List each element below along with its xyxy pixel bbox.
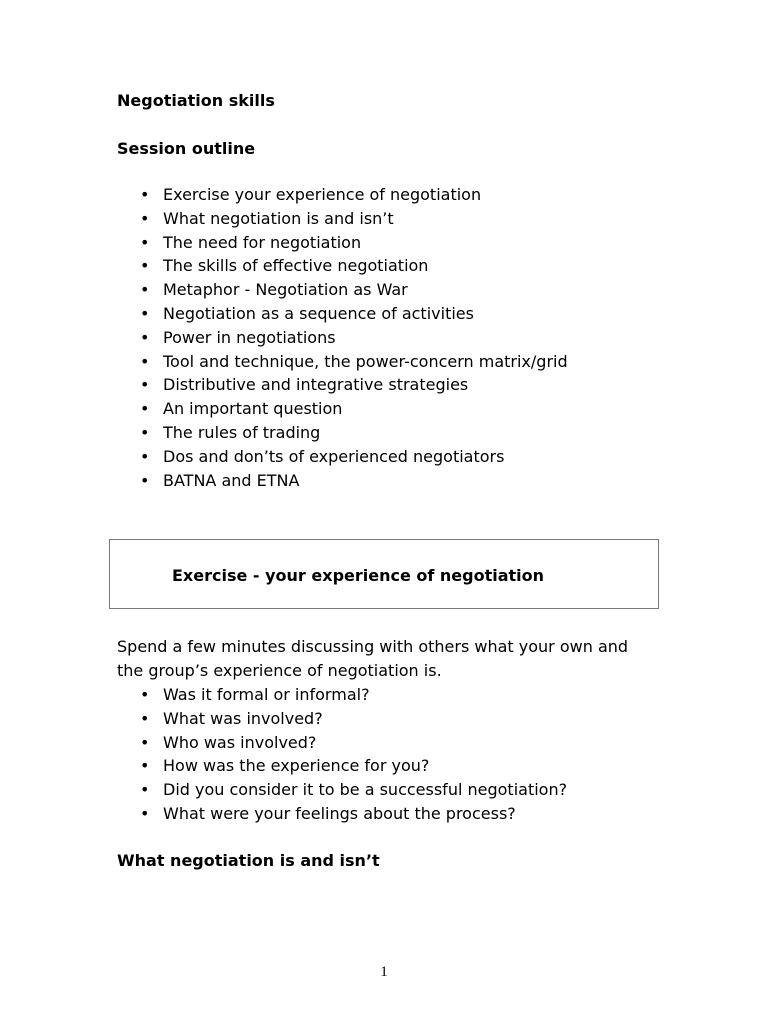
list-item xyxy=(140,207,568,231)
list-item-text: BATNA and ETNA xyxy=(163,470,300,490)
list-item xyxy=(140,254,568,278)
list-item-text: Metaphor - Negotiation as War xyxy=(163,280,408,300)
list-item xyxy=(140,183,568,207)
bullet-icon: • xyxy=(140,375,150,395)
bullet-icon: • xyxy=(140,303,150,323)
list-item xyxy=(140,373,568,397)
list-item xyxy=(140,421,568,445)
bullet-icon: • xyxy=(140,351,150,371)
list-item-text: Did you consider it to be a successful negotiation? xyxy=(163,780,568,800)
list-item xyxy=(140,754,567,778)
outline-list xyxy=(140,183,568,492)
list-item xyxy=(140,326,568,350)
what-negotiation-is-heading: What negotiation is and isn’t xyxy=(117,851,380,870)
document-title: Negotiation skills xyxy=(117,91,275,110)
session-outline-heading: Session outline xyxy=(117,139,256,158)
list-item-text: Tool and technique, the power-concern matrix/grid xyxy=(163,351,568,371)
bullet-icon: • xyxy=(140,256,150,276)
list-item-text: What was involved? xyxy=(163,708,323,728)
page-number: 1 xyxy=(380,964,388,980)
bullet-icon: • xyxy=(140,708,150,728)
list-item-text: Power in negotiations xyxy=(163,327,336,347)
bullet-icon: • xyxy=(140,399,150,419)
list-item-text: Dos and don’ts of experienced negotiators xyxy=(163,446,505,466)
list-item-text: The rules of trading xyxy=(163,422,321,442)
bullet-icon: • xyxy=(140,470,150,490)
bullet-icon: • xyxy=(140,422,150,442)
list-item xyxy=(140,469,568,493)
list-item-text: How was the experience for you? xyxy=(163,756,430,776)
list-item-text: Who was involved? xyxy=(163,732,317,752)
bullet-icon: • xyxy=(140,280,150,300)
list-item-text: Exercise your experience of negotiation xyxy=(163,185,482,204)
list-item-text: The need for negotiation xyxy=(163,232,362,252)
exercise-box-title: Exercise - your experience of negotiation xyxy=(172,566,545,585)
bullet-icon: • xyxy=(140,803,150,823)
list-item xyxy=(140,778,567,802)
bullet-icon: • xyxy=(140,208,150,228)
list-item xyxy=(140,683,567,707)
bullet-icon: • xyxy=(140,232,150,252)
list-item xyxy=(140,731,567,755)
list-item-text: What negotiation is and isn’t xyxy=(163,208,394,228)
list-item-text: What were your feelings about the process? xyxy=(163,803,516,823)
list-item xyxy=(140,302,568,326)
list-item-text: Negotiation as a sequence of activities xyxy=(163,303,474,323)
list-item xyxy=(140,397,568,421)
bullet-icon: • xyxy=(140,780,150,800)
list-item xyxy=(140,231,568,255)
list-item-text: The skills of effective negotiation xyxy=(163,256,429,276)
list-item xyxy=(140,802,567,826)
list-item-text: An important question xyxy=(163,399,343,419)
exercise-box xyxy=(109,539,659,609)
bullet-icon: • xyxy=(140,327,150,347)
list-item-text: Distributive and integrative strategies xyxy=(163,375,469,395)
list-item xyxy=(140,278,568,302)
bullet-icon: • xyxy=(140,756,150,776)
list-item-text: Was it formal or informal? xyxy=(163,685,370,704)
bullet-icon: • xyxy=(140,185,150,204)
bullet-icon: • xyxy=(140,732,150,752)
bullet-icon: • xyxy=(140,446,150,466)
list-item xyxy=(140,445,568,469)
list-item xyxy=(140,350,568,374)
bullet-icon: • xyxy=(140,685,150,704)
exercise-intro-paragraph: Spend a few minutes discussing with others what your own and the group’s experience of negotiation is. xyxy=(117,637,629,680)
exercise-question-list xyxy=(140,683,567,826)
list-item xyxy=(140,707,567,731)
